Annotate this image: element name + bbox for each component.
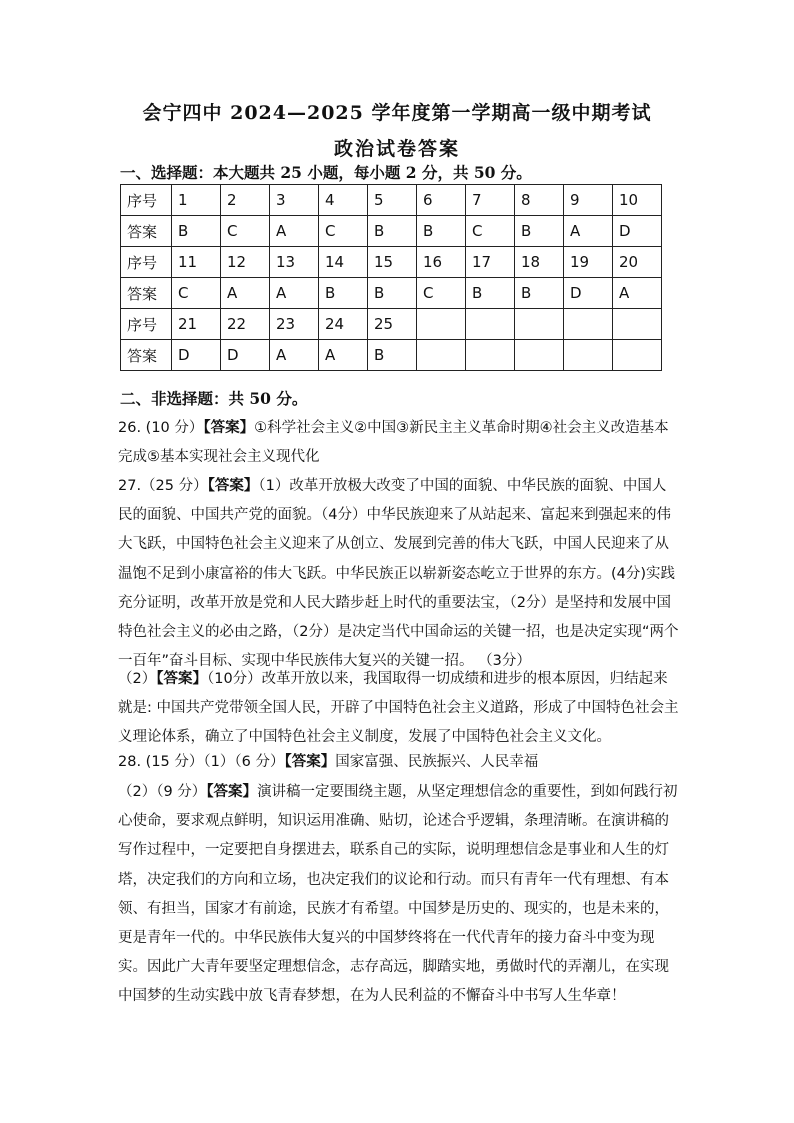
- table-cell: B: [368, 340, 417, 371]
- table-cell: 9: [564, 185, 613, 216]
- q26-prefix: 26. (10 分）: [118, 420, 204, 436]
- table-cell: [515, 309, 564, 340]
- table-cell: A: [613, 278, 662, 309]
- table-cell: A: [221, 278, 270, 309]
- table-cell: A: [319, 340, 368, 371]
- table-row-label: 答案: [121, 278, 172, 309]
- table-cell: A: [270, 340, 319, 371]
- table-cell: A: [270, 278, 319, 309]
- q27-answer: [118, 472, 680, 676]
- q27-part2-answer-tag: 【答案】: [156, 671, 207, 687]
- table-cell: 4: [319, 185, 368, 216]
- table-row-label: 序号: [121, 247, 172, 278]
- table-row-answer: [121, 340, 662, 371]
- table-cell: 20: [613, 247, 662, 278]
- table-cell: 16: [417, 247, 466, 278]
- table-cell: C: [221, 216, 270, 247]
- table-cell: 15: [368, 247, 417, 278]
- table-cell: [564, 309, 613, 340]
- table-cell: [466, 309, 515, 340]
- q28-prefix: 28. (15 分）（1）（6 分）: [118, 754, 285, 770]
- table-cell: 3: [270, 185, 319, 216]
- table-cell: B: [417, 216, 466, 247]
- table-cell: C: [319, 216, 368, 247]
- q27-part2-prefix: （2）: [118, 671, 157, 687]
- q27-answer-tag: 【答案】: [207, 478, 259, 494]
- table-cell: B: [172, 216, 221, 247]
- table-cell: [515, 340, 564, 371]
- q28-part2-prefix: （2）（9 分）: [118, 784, 207, 800]
- q27-part2-answer: [118, 665, 680, 753]
- table-cell: A: [564, 216, 613, 247]
- q28-text: 国家富强、民族振兴、人民幸福: [335, 754, 539, 770]
- q28-answer: [118, 748, 680, 777]
- table-row-number: [121, 247, 662, 278]
- table-row-number: [121, 309, 662, 340]
- q28-part2-text: 演讲稿一定要围绕主题，从坚定理想信念的重要性，到如何践行初心使命，要求观点鲜明，知识运用准确、贴切，论述合乎逻辑，条理清晰。在演讲稿的写作过程中，一定要把自身摆进去，联系自己的实际，说明理想信念是事业和人生的灯塔，决定我们的方向和立场，也决定我们的议论和行动。而只有青年一代有理想、有本领、有担当，国家才有前途，民族才有希望。中国梦是历史的、现实的，也是未来的，更是青年一代的。中华民族伟大复兴的中国梦终将在一代代青年的接力奋斗中变为现实。因此广大青年要坚定理想信念，志存高远，脚踏实地，勇做时代的弄潮儿，在实现中国梦的生动实践中放飞青春梦想，在为人民利益的不懈奋斗中书写人生华章！: [118, 784, 678, 1005]
- table-row-answer: [121, 278, 662, 309]
- table-cell: 17: [466, 247, 515, 278]
- table-cell: 7: [466, 185, 515, 216]
- table-cell: 22: [221, 309, 270, 340]
- section2-heading: 二、非选择题：共 50 分。: [120, 389, 308, 408]
- table-cell: [417, 340, 466, 371]
- table-row-label: 答案: [121, 216, 172, 247]
- table-cell: B: [515, 216, 564, 247]
- q28-part2-answer-tag: 【答案】: [206, 784, 258, 800]
- table-cell: B: [515, 278, 564, 309]
- table-cell: 13: [270, 247, 319, 278]
- table-cell: 11: [172, 247, 221, 278]
- table-cell: 21: [172, 309, 221, 340]
- q26-text: ①科学社会主义②中国③新民主主义革命时期④社会主义改造基本完成⑤基本实现社会主义现代化: [118, 420, 669, 466]
- table-cell: 6: [417, 185, 466, 216]
- table-cell: D: [221, 340, 270, 371]
- multiple-choice-answer-table: [120, 184, 662, 371]
- table-cell: 8: [515, 185, 564, 216]
- table-row-number: [121, 185, 662, 216]
- table-cell: A: [270, 216, 319, 247]
- table-cell: 2: [221, 185, 270, 216]
- q27-prefix: 27.（25 分）: [118, 478, 208, 494]
- answer-key-title: 政治试卷答案: [333, 138, 460, 160]
- q28-part2-answer: [118, 778, 680, 1012]
- table-cell: 14: [319, 247, 368, 278]
- table-cell: B: [466, 278, 515, 309]
- table-cell: 24: [319, 309, 368, 340]
- table-cell: [613, 340, 662, 371]
- table-cell: B: [319, 278, 368, 309]
- table-row-answer: [121, 216, 662, 247]
- q27-part2-text: （10分）改革开放以来，我国取得一切成绩和进步的根本原因，归结起来就是: 中国共产党带领全国人民，开辟了中国特色社会主义道路，形成了中国特色社会主义理论体系，确立了中国特色社会主义制度，发展了中国特色社会主义文化。: [118, 671, 679, 746]
- table-cell: 12: [221, 247, 270, 278]
- table-cell: C: [466, 216, 515, 247]
- table-row-label: 序号: [121, 309, 172, 340]
- table-row-label: 序号: [121, 185, 172, 216]
- table-cell: 19: [564, 247, 613, 278]
- table-cell: 23: [270, 309, 319, 340]
- table-cell: D: [564, 278, 613, 309]
- table-cell: B: [368, 216, 417, 247]
- table-cell: [417, 309, 466, 340]
- table-cell: C: [172, 278, 221, 309]
- q27-text: （1）改革开放极大改变了中国的面貌、中华民族的面貌、中国人民的面貌、中国共产党的面貌。（4分）中华民族迎来了从站起来、富起来到强起来的伟大飞跃，中国特色社会主义迎来了从创立、发展到完善的伟大飞跃，中国人民迎来了从温饱不足到小康富裕的伟大飞跃。中华民族正以崭新姿态屹立于世界的东方。(4分)实践充分证明，改革开放是党和人民大踏步赶上时代的重要法宝，（2分）是坚持和发展中国特色社会主义的必由之路，（2分）是决定当代中国命运的关键一招，也是决定实现“两个一百年”奋斗目标、实现中华民族伟大复兴的关键一招。 （3分）: [118, 478, 679, 670]
- section1-heading: 一、选择题：本大题共 25 小题，每小题 2 分，共 50 分。: [120, 163, 532, 182]
- table-row-label: 答案: [121, 340, 172, 371]
- table-cell: 5: [368, 185, 417, 216]
- table-cell: 18: [515, 247, 564, 278]
- table-cell: 1: [172, 185, 221, 216]
- table-cell: D: [172, 340, 221, 371]
- table-cell: B: [368, 278, 417, 309]
- table-cell: D: [613, 216, 662, 247]
- q26-answer: [118, 414, 680, 472]
- exam-title: 会宁四中 2024—2025 学年度第一学期高一级中期考试: [142, 102, 652, 124]
- table-cell: C: [417, 278, 466, 309]
- q26-answer-tag: 【答案】: [203, 420, 255, 436]
- table-cell: [613, 309, 662, 340]
- table-cell: 25: [368, 309, 417, 340]
- table-cell: 10: [613, 185, 662, 216]
- table-cell: [466, 340, 515, 371]
- q28-answer-tag: 【答案】: [284, 754, 336, 770]
- table-cell: [564, 340, 613, 371]
